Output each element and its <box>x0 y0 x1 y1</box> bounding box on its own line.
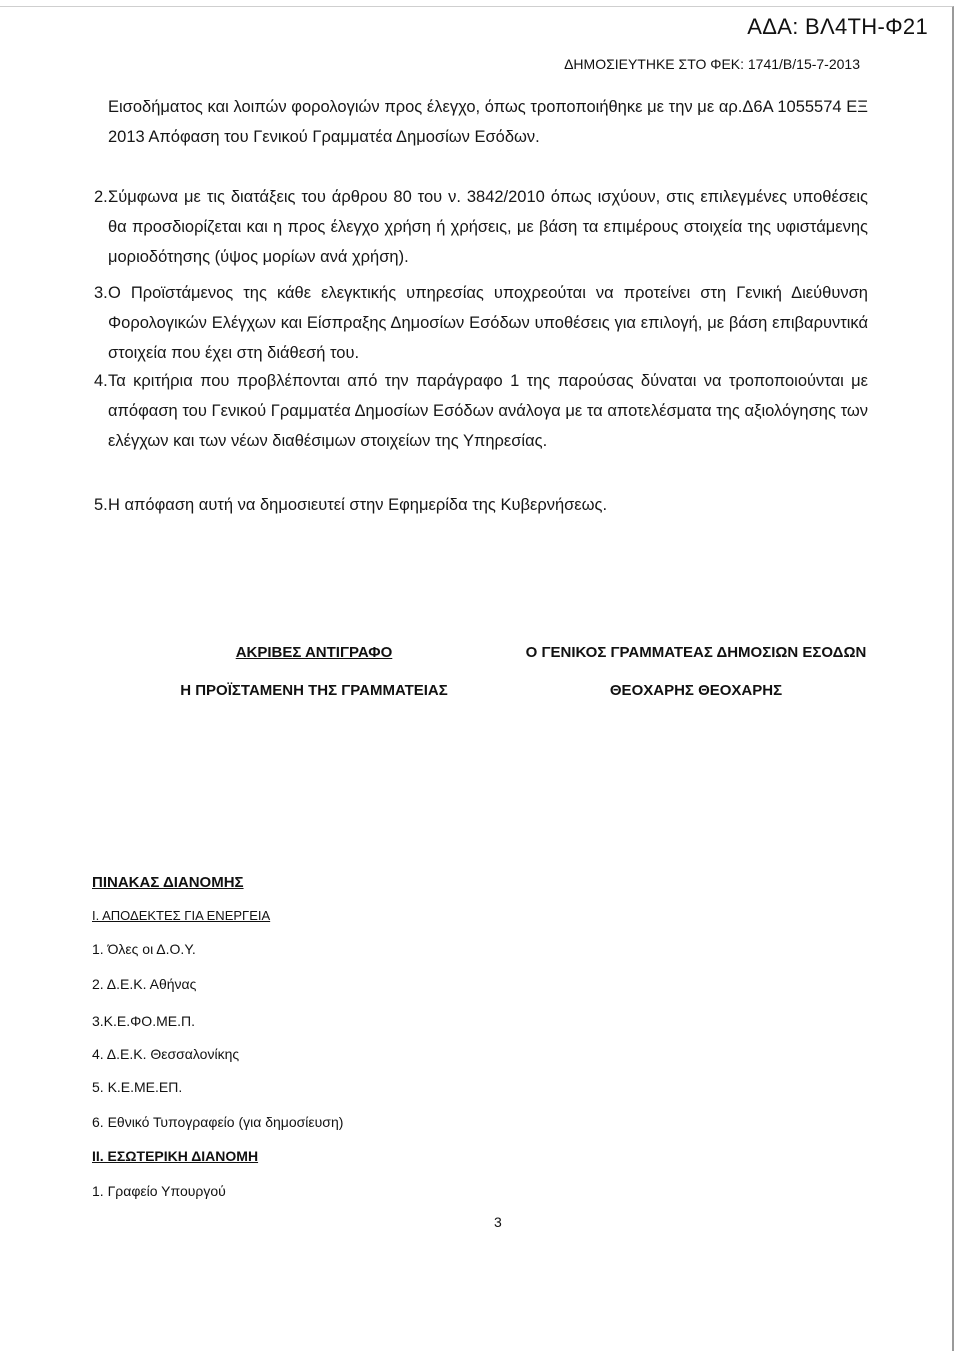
item-text: Τα κριτήρια που προβλέπονται από την παράγραφο 1 της παρούσας δύναται να τροποποιούνται με απόφαση του Γενικού Γραμματέα Δημοσίων Εσόδων ανάλογα με τα αποτελέσματα της αξιολόγησης των ελέγχων και των νέων διαθέσιμων στοιχείων της Υπηρεσίας. <box>108 372 868 450</box>
intro-text: Εισοδήματος και λοιπών φορολογιών προς έλεγχο, όπως τροποποιήθηκε με την με αρ.Δ6Α 1055574 ΕΞ 2013 Απόφαση του Γενικού Γραμματέα Δημοσίων Εσόδων. <box>108 98 868 146</box>
general-secretary-title: Ο ΓΕΝΙΚΟΣ ΓΡΑΜΜΑΤΕΑΣ ΔΗΜΟΣΙΩΝ ΕΣΟΔΩΝ <box>525 644 867 661</box>
item-text: Ο Προϊστάμενος της κάθε ελεγκτικής υπηρεσίας υποχρεούται να προτείνει στη Γενική Διεύθυνση Φορολογικών Ελέγχων και Είσπραξης Δημοσίων Εσόδων υποθέσεις για επιλογή, με βάση επιβαρυντικά στοιχεία που έχει στη διάθεσή του. <box>108 284 868 362</box>
recipients-section-heading: Ι. ΑΠΟΔΕΚΤΕΣ ΓΙΑ ΕΝΕΡΓΕΙΑ <box>92 908 271 923</box>
certified-copy-text: ΑΚΡΙΒΕΣ ΑΝΤΙΓΡΑΦΟ <box>235 644 393 661</box>
list-item <box>94 278 868 368</box>
certified-copy-label <box>168 644 460 661</box>
list-item <box>94 182 868 272</box>
item-number: 5. <box>94 496 108 514</box>
distribution-item: 6. Εθνικό Τυπογραφείο (για δημοσίευση) <box>92 1114 344 1130</box>
secretariat-head-title: Η ΠΡΟΪΣΤΑΜΕΝΗ ΤΗΣ ΓΡΑΜΜΑΤΕΙΑΣ <box>180 682 448 699</box>
item-number: 3. <box>94 284 108 302</box>
item-text: Η απόφαση αυτή να δημοσιευτεί στην Εφημερίδα της Κυβερνήσεως. <box>108 496 608 514</box>
distribution-item: 2. Δ.Ε.Κ. Αθήνας <box>92 976 197 992</box>
internal-distribution-heading: ΙΙ. ΕΣΩΤΕΡΙΚΗ ΔΙΑΝΟΜΗ <box>92 1148 259 1164</box>
distribution-item: 5. Κ.Ε.ΜΕ.ΕΠ. <box>92 1079 183 1095</box>
item-number: 4. <box>94 372 108 390</box>
page-number: 3 <box>494 1214 502 1230</box>
list-item <box>94 490 868 520</box>
list-item <box>94 366 868 456</box>
fek-reference: ΔΗΜΟΣΙΕΥΤΗΚΕ ΣΤΟ ΦΕΚ: 1741/Β/15-7-2013 <box>564 56 860 72</box>
distribution-item: 1. Όλες οι Δ.Ο.Υ. <box>92 941 196 957</box>
distribution-item: 4. Δ.Ε.Κ. Θεσσαλονίκης <box>92 1046 240 1062</box>
ada-code: ΑΔΑ: ΒΛ4ΤΗ-Φ21 <box>747 14 928 39</box>
general-secretary-name: ΘΕΟΧΑΡΗΣ ΘΕΟΧΑΡΗΣ <box>609 682 783 699</box>
distribution-table-title: ΠΙΝΑΚΑΣ ΔΙΑΝΟΜΗΣ <box>92 874 244 891</box>
item-number: 2. <box>94 188 108 206</box>
distribution-item: 3.Κ.Ε.ΦΟ.ΜΕ.Π. <box>92 1013 195 1029</box>
distribution-item: 1. Γραφείο Υπουργού <box>92 1183 226 1199</box>
intro-paragraph <box>108 92 868 152</box>
item-text: Σύμφωνα με τις διατάξεις του άρθρου 80 του ν. 3842/2010 όπως ισχύουν, στις επιλεγμένες υποθέσεις θα προσδιορίζεται και η προς έλεγχο χρήση ή χρήσεις, με βάση τα επιμέρους στοιχεία της υφιστάμενης μοριοδότησης (ύψος μορίων ανά χρήση). <box>108 188 868 266</box>
